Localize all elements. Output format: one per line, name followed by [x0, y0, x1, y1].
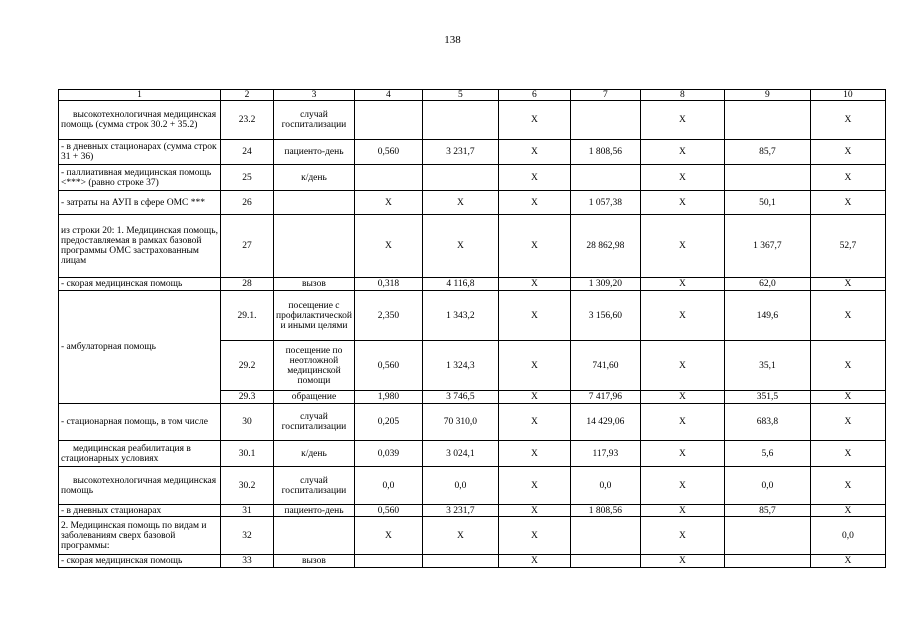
cell: 0,0 — [810, 517, 885, 555]
row-unit: вызов — [274, 555, 355, 568]
cell: 0,0 — [570, 467, 640, 505]
row-number: 28 — [221, 278, 274, 291]
cell: X — [640, 165, 724, 191]
cell: 741,60 — [570, 341, 640, 391]
table-row — [59, 404, 886, 441]
row-number: 32 — [221, 517, 274, 555]
row-number: 31 — [221, 505, 274, 517]
cell: X — [422, 215, 498, 278]
cell: 0,039 — [354, 441, 422, 467]
table-row — [59, 467, 886, 505]
cell — [354, 165, 422, 191]
cell: X — [810, 505, 885, 517]
cell: 1 057,38 — [570, 191, 640, 215]
cell: X — [498, 278, 570, 291]
row-number: 25 — [221, 165, 274, 191]
cell: 28 862,98 — [570, 215, 640, 278]
cell: X — [640, 191, 724, 215]
cell: X — [640, 101, 724, 140]
cell: X — [810, 341, 885, 391]
cell: X — [498, 467, 570, 505]
cell: 0,0 — [354, 467, 422, 505]
cell: X — [810, 391, 885, 404]
cell: X — [498, 505, 570, 517]
cell: 1 808,56 — [570, 140, 640, 165]
cell: X — [498, 391, 570, 404]
row-number: 29.1. — [221, 291, 274, 341]
cell: X — [498, 101, 570, 140]
cell — [354, 101, 422, 140]
cell: X — [640, 404, 724, 441]
row-number: 23.2 — [221, 101, 274, 140]
cell: 0,205 — [354, 404, 422, 441]
cell: X — [354, 191, 422, 215]
table-row — [59, 517, 886, 555]
table-row — [59, 140, 886, 165]
row-label: - в дневных стационарах — [59, 505, 221, 517]
cell: X — [640, 555, 724, 568]
data-table — [58, 89, 886, 568]
cell: 0,560 — [354, 140, 422, 165]
table-row — [59, 278, 886, 291]
cell: 683,8 — [724, 404, 810, 441]
row-number: 24 — [221, 140, 274, 165]
header-cell: 10 — [810, 90, 885, 101]
row-number: 29.2 — [221, 341, 274, 391]
cell: 117,93 — [570, 441, 640, 467]
cell: 5,6 — [724, 441, 810, 467]
row-label: высокотехнологичная медицинская помощь (сумма строк 30.2 + 35.2) — [59, 101, 221, 140]
cell: 3 746,5 — [422, 391, 498, 404]
cell — [724, 165, 810, 191]
cell: 1 808,56 — [570, 505, 640, 517]
cell: 62,0 — [724, 278, 810, 291]
cell: X — [810, 441, 885, 467]
cell: 70 310,0 — [422, 404, 498, 441]
cell: 3 231,7 — [422, 505, 498, 517]
row-unit: к/день — [274, 441, 355, 467]
table-row — [59, 505, 886, 517]
cell: X — [498, 555, 570, 568]
cell: X — [498, 215, 570, 278]
cell — [570, 517, 640, 555]
row-label: из строки 20: 1. Медицинская помощь, предоставляемая в рамках базовой программы ОМС застрахованным лицам — [59, 215, 221, 278]
row-unit: случай госпитализации — [274, 404, 355, 441]
cell — [570, 555, 640, 568]
cell — [724, 517, 810, 555]
row-label: - в дневных стационарах (сумма строк 31 + 36) — [59, 140, 221, 165]
row-number: 26 — [221, 191, 274, 215]
cell: X — [498, 140, 570, 165]
cell: 52,7 — [810, 215, 885, 278]
cell: X — [810, 278, 885, 291]
table-row — [59, 291, 886, 341]
row-label: - амбулаторная помощь — [59, 291, 221, 404]
table-row — [59, 441, 886, 467]
table-row — [59, 165, 886, 191]
table-row — [59, 215, 886, 278]
cell: 0,560 — [354, 505, 422, 517]
cell: X — [640, 140, 724, 165]
cell: X — [810, 140, 885, 165]
cell: 2,350 — [354, 291, 422, 341]
cell: 0,0 — [724, 467, 810, 505]
cell: X — [640, 341, 724, 391]
row-number: 30.1 — [221, 441, 274, 467]
cell — [422, 555, 498, 568]
cell: X — [640, 391, 724, 404]
row-unit: обращение — [274, 391, 355, 404]
cell: X — [640, 291, 724, 341]
cell: X — [354, 215, 422, 278]
header-cell: 6 — [498, 90, 570, 101]
table-header-row — [59, 90, 886, 101]
cell: 351,5 — [724, 391, 810, 404]
header-cell: 7 — [570, 90, 640, 101]
row-unit: посещение по неотложной медицинской помощи — [274, 341, 355, 391]
cell: 0,0 — [422, 467, 498, 505]
header-cell: 9 — [724, 90, 810, 101]
cell — [724, 555, 810, 568]
row-unit: случай госпитализации — [274, 101, 355, 140]
page-number: 138 — [444, 34, 461, 46]
row-number: 30 — [221, 404, 274, 441]
cell: X — [498, 404, 570, 441]
row-number: 33 — [221, 555, 274, 568]
cell: 0,560 — [354, 341, 422, 391]
cell: X — [498, 165, 570, 191]
cell: 4 116,8 — [422, 278, 498, 291]
row-label: - скорая медицинская помощь — [59, 555, 221, 568]
header-cell: 1 — [59, 90, 221, 101]
cell — [570, 101, 640, 140]
cell: X — [498, 191, 570, 215]
row-unit: вызов — [274, 278, 355, 291]
cell — [422, 165, 498, 191]
cell: 50,1 — [724, 191, 810, 215]
header-cell: 2 — [221, 90, 274, 101]
cell: 1,980 — [354, 391, 422, 404]
cell: X — [498, 441, 570, 467]
row-label: - паллиативная медицинская помощь <***> (равно строке 37) — [59, 165, 221, 191]
cell: X — [640, 278, 724, 291]
cell: 7 417,96 — [570, 391, 640, 404]
cell: X — [810, 291, 885, 341]
row-label: 2. Медицинская помощь по видам и заболеваниям сверх базовой программы: — [59, 517, 221, 555]
row-label: медицинская реабилитация в стационарных условиях — [59, 441, 221, 467]
table-row — [59, 555, 886, 568]
cell: X — [810, 467, 885, 505]
cell — [724, 101, 810, 140]
cell: X — [810, 165, 885, 191]
table-row — [59, 101, 886, 140]
cell: X — [354, 517, 422, 555]
cell: 3 156,60 — [570, 291, 640, 341]
cell: 1 309,20 — [570, 278, 640, 291]
cell: X — [640, 505, 724, 517]
cell: 1 343,2 — [422, 291, 498, 341]
cell: 1 367,7 — [724, 215, 810, 278]
cell: X — [810, 404, 885, 441]
cell: 1 324,3 — [422, 341, 498, 391]
cell: X — [640, 517, 724, 555]
cell: 35,1 — [724, 341, 810, 391]
cell: X — [810, 101, 885, 140]
table-row — [59, 191, 886, 215]
header-cell: 5 — [422, 90, 498, 101]
row-unit — [274, 191, 355, 215]
cell: X — [640, 467, 724, 505]
row-unit: пациенто-день — [274, 140, 355, 165]
row-label: - стационарная помощь, в том числе — [59, 404, 221, 441]
row-number: 30.2 — [221, 467, 274, 505]
cell: X — [810, 555, 885, 568]
cell: X — [498, 291, 570, 341]
cell: 85,7 — [724, 140, 810, 165]
row-unit — [274, 517, 355, 555]
cell: X — [422, 191, 498, 215]
cell — [422, 101, 498, 140]
cell: X — [498, 341, 570, 391]
cell: 85,7 — [724, 505, 810, 517]
cell: X — [498, 517, 570, 555]
cell: X — [422, 517, 498, 555]
cell: X — [810, 191, 885, 215]
row-label: высокотехнологичная медицинская помощь — [59, 467, 221, 505]
header-cell: 8 — [640, 90, 724, 101]
cell: 3 231,7 — [422, 140, 498, 165]
cell: 0,318 — [354, 278, 422, 291]
row-label: - затраты на АУП в сфере ОМС *** — [59, 191, 221, 215]
row-number: 27 — [221, 215, 274, 278]
row-unit: пациенто-день — [274, 505, 355, 517]
cell: 149,6 — [724, 291, 810, 341]
row-label: - скорая медицинская помощь — [59, 278, 221, 291]
row-unit — [274, 215, 355, 278]
cell — [354, 555, 422, 568]
cell: 3 024,1 — [422, 441, 498, 467]
cell: X — [640, 441, 724, 467]
header-cell: 3 — [274, 90, 355, 101]
row-number: 29.3 — [221, 391, 274, 404]
row-unit: посещение с профилактической и иными целями — [274, 291, 355, 341]
row-unit: случай госпитализации — [274, 467, 355, 505]
row-unit: к/день — [274, 165, 355, 191]
header-cell: 4 — [354, 90, 422, 101]
cell: 14 429,06 — [570, 404, 640, 441]
cell — [570, 165, 640, 191]
cell: X — [640, 215, 724, 278]
